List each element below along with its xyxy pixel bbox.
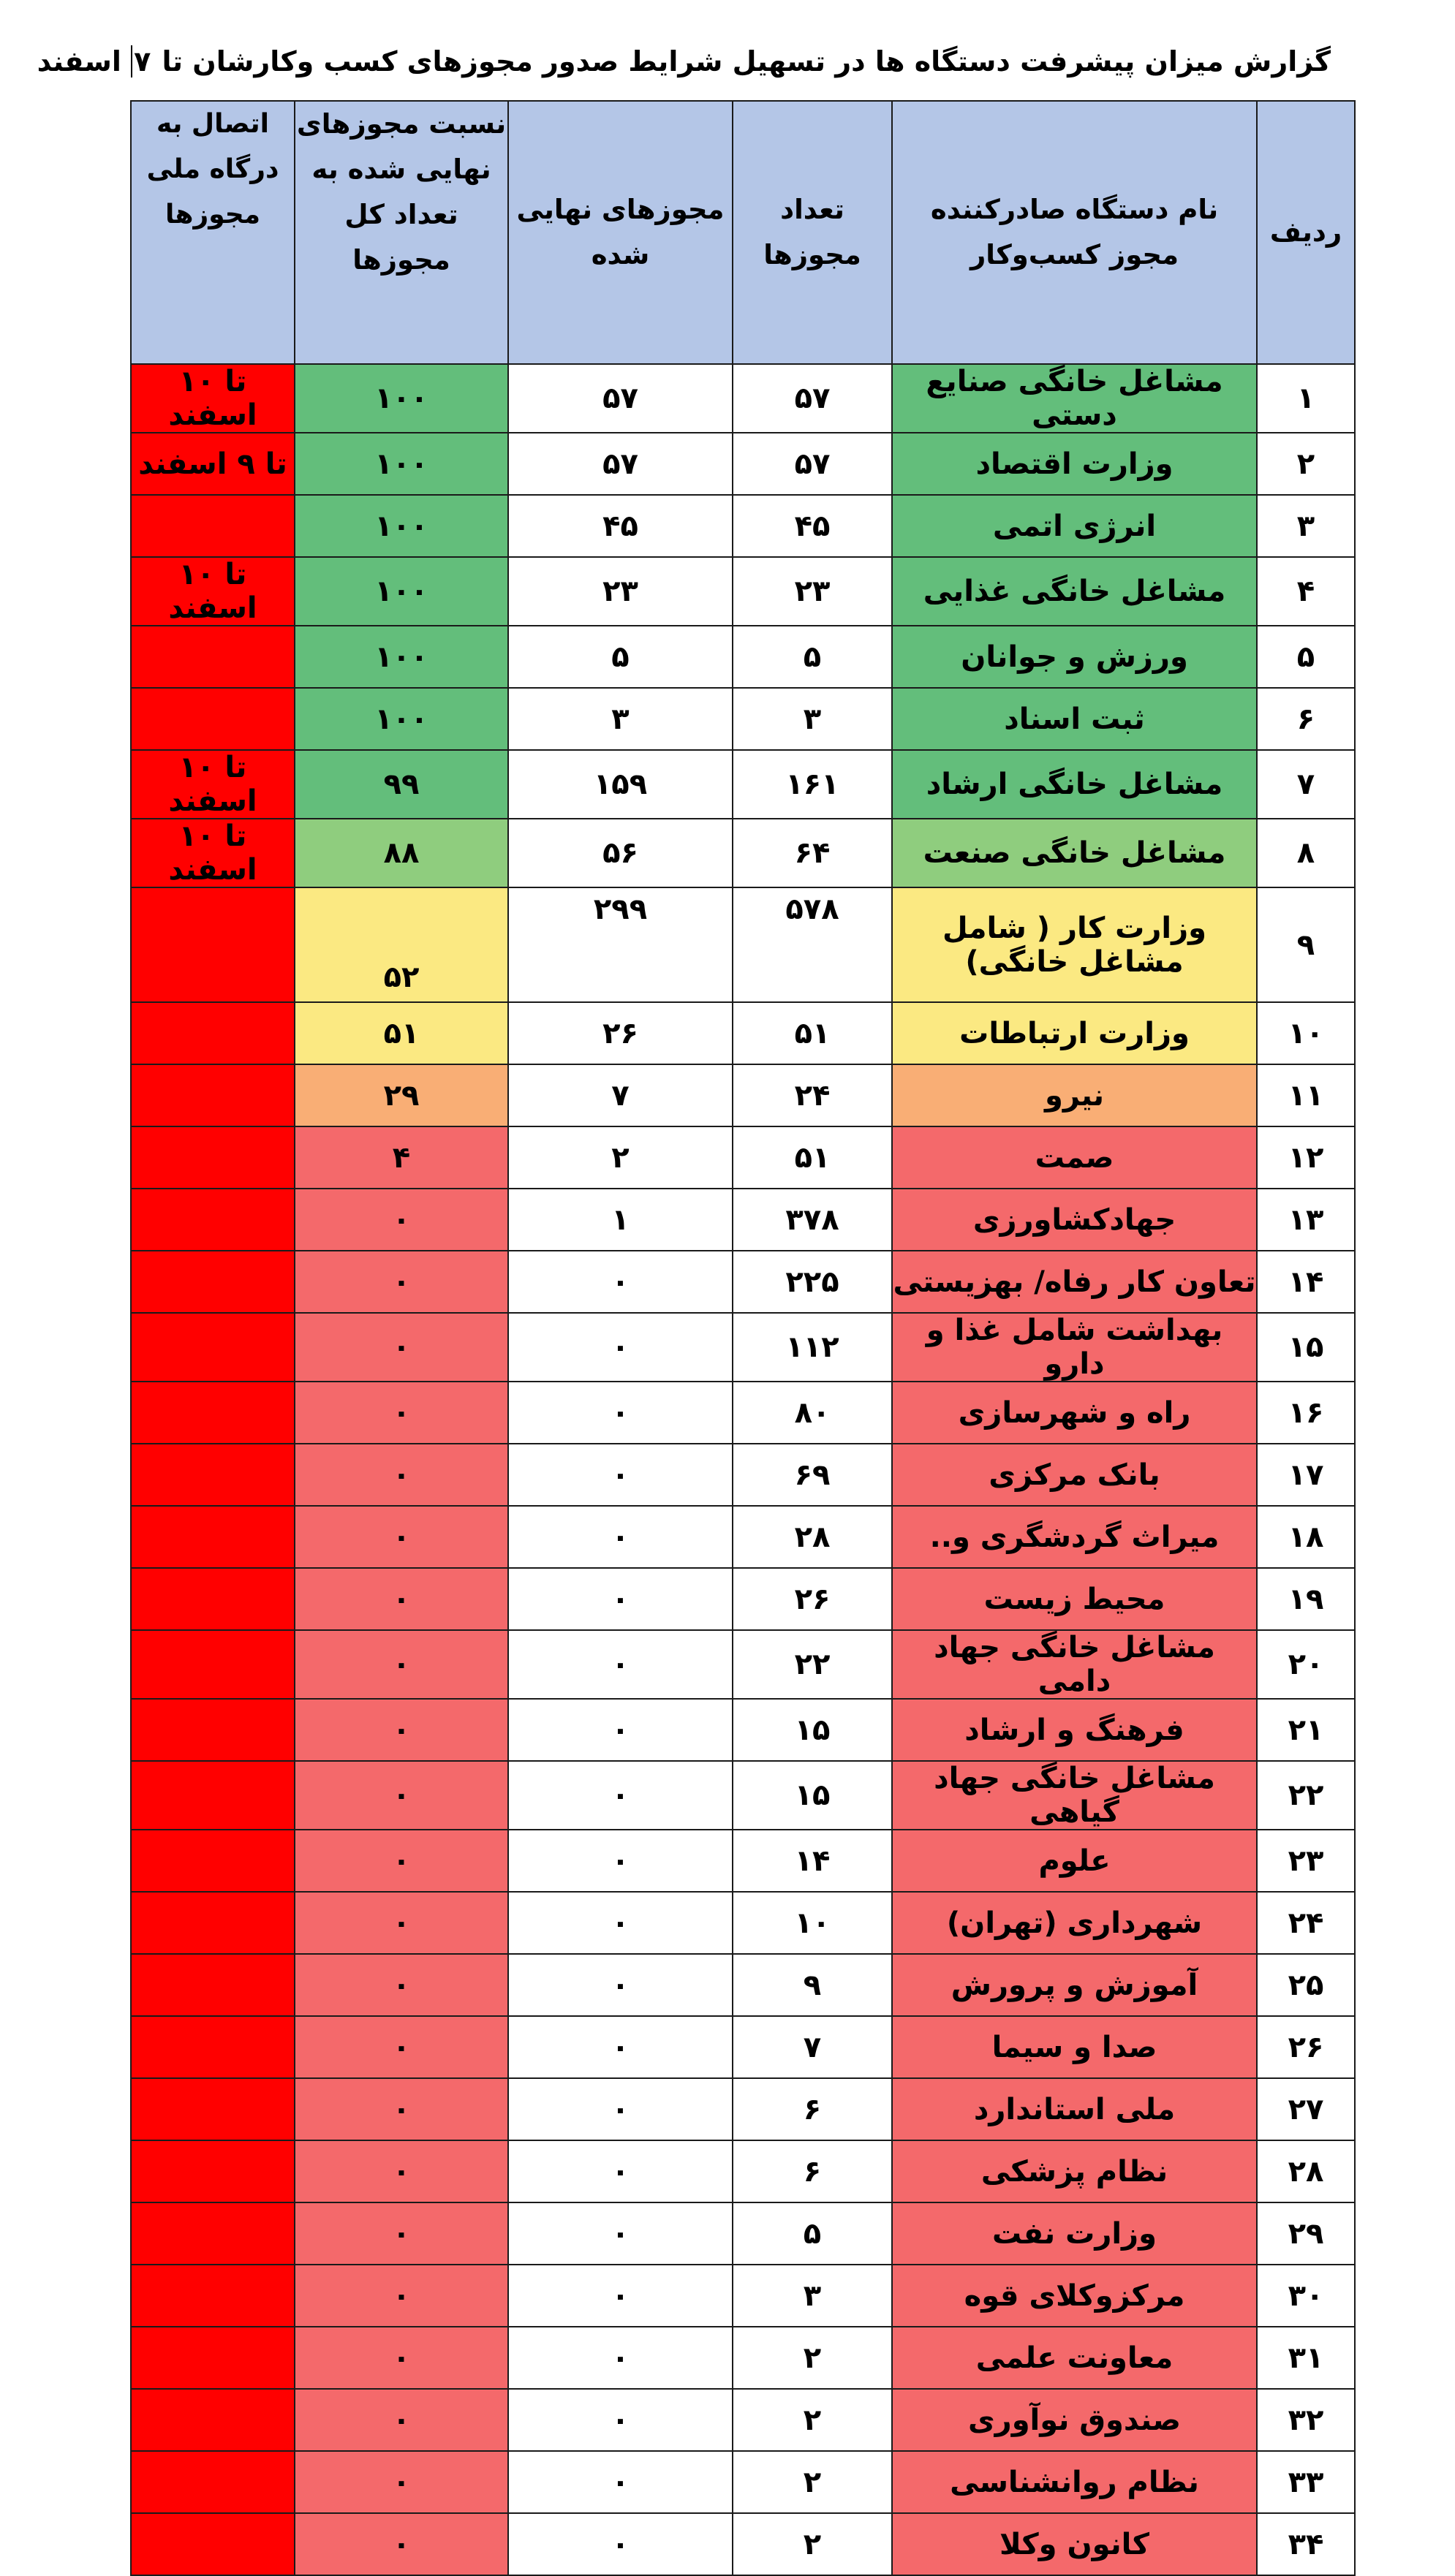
portal-cell	[131, 626, 295, 688]
portal-cell	[131, 1892, 295, 1954]
portal-cell	[131, 1506, 295, 1568]
license-count-cell: ۲۴	[733, 1064, 892, 1126]
table-row	[131, 1830, 1355, 1892]
issuer-name-cell: ثبت اسناد	[892, 688, 1257, 750]
row-number-cell: ۲۰	[1257, 1630, 1355, 1699]
row-number-cell: ۲۹	[1257, 2202, 1355, 2265]
table-row	[131, 1064, 1355, 1126]
table-row	[131, 2140, 1355, 2202]
issuer-name-cell: کانون وکلا	[892, 2513, 1257, 2575]
ratio-cell: ۰	[295, 1506, 508, 1568]
table-row	[131, 1761, 1355, 1830]
table-row	[131, 2016, 1355, 2078]
table-row	[131, 688, 1355, 750]
issuer-name-cell: محیط زیست	[892, 1568, 1257, 1630]
issuer-name-cell: راه و شهرسازی	[892, 1382, 1257, 1444]
license-count-cell: ۲	[733, 2389, 892, 2451]
row-number-cell: ۳۱	[1257, 2327, 1355, 2389]
license-count-cell: ۲۶	[733, 1568, 892, 1630]
issuer-name-cell: صمت	[892, 1126, 1257, 1189]
ratio-cell: ۸۸	[295, 819, 508, 887]
finalized-cell: ۰	[508, 1251, 733, 1313]
ratio-cell: ۱۰۰	[295, 433, 508, 495]
finalized-cell: ۵	[508, 626, 733, 688]
row-number-cell: ۲۳	[1257, 1830, 1355, 1892]
finalized-cell: ۵۶	[508, 819, 733, 887]
finalized-cell: ۱۵۹	[508, 750, 733, 819]
license-count-cell: ۵۷۸	[733, 887, 892, 1002]
row-number-cell: ۱۵	[1257, 1313, 1355, 1382]
issuer-name-cell: نیرو	[892, 1064, 1257, 1126]
finalized-cell: ۱	[508, 1189, 733, 1251]
title-cursor-number: ۷	[131, 45, 152, 77]
finalized-cell: ۰	[508, 2265, 733, 2327]
ratio-cell: ۰	[295, 2016, 508, 2078]
issuer-name-cell: مشاغل خانگی جهاد گیاهی	[892, 1761, 1257, 1830]
row-number-cell: ۶	[1257, 688, 1355, 750]
portal-cell	[131, 1761, 295, 1830]
finalized-cell: ۳	[508, 688, 733, 750]
finalized-cell: ۰	[508, 1444, 733, 1506]
ratio-cell: ۵۲	[295, 887, 508, 1002]
table-row	[131, 1126, 1355, 1189]
ratio-cell: ۹۹	[295, 750, 508, 819]
portal-cell	[131, 2389, 295, 2451]
issuer-name-cell: مشاغل خانگی ارشاد	[892, 750, 1257, 819]
row-number-cell: ۳	[1257, 495, 1355, 557]
row-number-cell: ۲۶	[1257, 2016, 1355, 2078]
finalized-cell: ۵۷	[508, 433, 733, 495]
license-count-cell: ۵	[733, 2202, 892, 2265]
license-count-cell: ۲۲۵	[733, 1251, 892, 1313]
finalized-cell: ۰	[508, 2140, 733, 2202]
license-count-cell: ۱۵	[733, 1761, 892, 1830]
license-count-cell: ۵۷	[733, 364, 892, 433]
table-row	[131, 2451, 1355, 2513]
finalized-cell: ۰	[508, 2451, 733, 2513]
row-number-cell: ۳۰	[1257, 2265, 1355, 2327]
portal-cell	[131, 688, 295, 750]
ratio-cell: ۰	[295, 2513, 508, 2575]
row-number-cell: ۲۴	[1257, 1892, 1355, 1954]
portal-cell	[131, 1444, 295, 1506]
license-count-cell: ۱۴	[733, 1830, 892, 1892]
portal-cell: تا ۱۰ اسفند	[131, 819, 295, 887]
issuer-name-cell: مشاغل خانگی صنعت	[892, 819, 1257, 887]
license-count-cell: ۶۴	[733, 819, 892, 887]
finalized-cell: ۰	[508, 1568, 733, 1630]
table-row	[131, 1382, 1355, 1444]
license-count-cell: ۳	[733, 2265, 892, 2327]
finalized-cell: ۰	[508, 1313, 733, 1382]
issuer-name-cell: وزارت نفت	[892, 2202, 1257, 2265]
portal-cell	[131, 1699, 295, 1761]
table-row	[131, 557, 1355, 626]
table-row	[131, 887, 1355, 1002]
report-table	[130, 100, 1356, 2576]
finalized-cell: ۰	[508, 1761, 733, 1830]
row-number-cell: ۵	[1257, 626, 1355, 688]
portal-cell	[131, 2016, 295, 2078]
portal-cell	[131, 1568, 295, 1630]
license-count-cell: ۳	[733, 688, 892, 750]
issuer-name-cell: آموزش و پرورش	[892, 1954, 1257, 2016]
issuer-name-cell: بانک مرکزی	[892, 1444, 1257, 1506]
ratio-cell: ۰	[295, 2451, 508, 2513]
finalized-cell: ۴۵	[508, 495, 733, 557]
row-number-cell: ۳۳	[1257, 2451, 1355, 2513]
ratio-cell: ۰	[295, 2327, 508, 2389]
portal-cell: تا ۱۰ اسفند	[131, 557, 295, 626]
header-row-number: ردیف	[1257, 101, 1355, 364]
portal-cell	[131, 2202, 295, 2265]
portal-cell	[131, 1126, 295, 1189]
table-row	[131, 2327, 1355, 2389]
ratio-cell: ۰	[295, 1630, 508, 1699]
portal-cell	[131, 495, 295, 557]
portal-cell: تا ۱۰ اسفند	[131, 750, 295, 819]
row-number-cell: ۱۳	[1257, 1189, 1355, 1251]
table-row	[131, 1002, 1355, 1064]
table-row	[131, 626, 1355, 688]
portal-cell	[131, 2265, 295, 2327]
license-count-cell: ۵۱	[733, 1126, 892, 1189]
portal-cell: تا ۹ اسفند	[131, 433, 295, 495]
license-count-cell: ۶۹	[733, 1444, 892, 1506]
issuer-name-cell: مشاغل خانگی صنایع دستی	[892, 364, 1257, 433]
license-count-cell: ۲	[733, 2451, 892, 2513]
ratio-cell: ۱۰۰	[295, 364, 508, 433]
row-number-cell: ۲۲	[1257, 1761, 1355, 1830]
issuer-name-cell: مرکزوکلای قوه	[892, 2265, 1257, 2327]
issuer-name-cell: میراث گردشگری و..	[892, 1506, 1257, 1568]
ratio-cell: ۲۹	[295, 1064, 508, 1126]
ratio-cell: ۰	[295, 1699, 508, 1761]
portal-cell	[131, 1002, 295, 1064]
header-portal-connection: اتصال به درگاه ملی مجوزها	[131, 101, 295, 364]
row-number-cell: ۳۴	[1257, 2513, 1355, 2575]
row-number-cell: ۱۹	[1257, 1568, 1355, 1630]
issuer-name-cell: شهرداری (تهران)	[892, 1892, 1257, 1954]
ratio-cell: ۱۰۰	[295, 688, 508, 750]
ratio-cell: ۰	[295, 1892, 508, 1954]
ratio-cell: ۱۰۰	[295, 495, 508, 557]
license-count-cell: ۴۵	[733, 495, 892, 557]
ratio-cell: ۱۰۰	[295, 626, 508, 688]
finalized-cell: ۵۷	[508, 364, 733, 433]
license-count-cell: ۶	[733, 2078, 892, 2140]
row-number-cell: ۱۷	[1257, 1444, 1355, 1506]
portal-cell	[131, 1630, 295, 1699]
header-finalized: مجوزهای نهایی شده	[508, 101, 733, 364]
header-issuer-name: نام دستگاه صادرکننده مجوز کسب‌وکار	[892, 101, 1257, 364]
finalized-cell: ۰	[508, 2202, 733, 2265]
issuer-name-cell: صندوق نوآوری	[892, 2389, 1257, 2451]
finalized-cell: ۲۹۹	[508, 887, 733, 1002]
ratio-cell: ۰	[295, 1830, 508, 1892]
issuer-name-cell: وزارت ارتباطات	[892, 1002, 1257, 1064]
ratio-cell: ۰	[295, 2202, 508, 2265]
finalized-cell: ۰	[508, 2327, 733, 2389]
portal-cell	[131, 1830, 295, 1892]
table-row	[131, 433, 1355, 495]
issuer-name-cell: معاونت علمی	[892, 2327, 1257, 2389]
table-row	[131, 1630, 1355, 1699]
portal-cell	[131, 1189, 295, 1251]
finalized-cell: ۰	[508, 1699, 733, 1761]
table-row	[131, 1954, 1355, 2016]
issuer-name-cell: صدا و سیما	[892, 2016, 1257, 2078]
finalized-cell: ۰	[508, 1892, 733, 1954]
row-number-cell: ۲	[1257, 433, 1355, 495]
row-number-cell: ۱	[1257, 364, 1355, 433]
table-row	[131, 495, 1355, 557]
table-row	[131, 1506, 1355, 1568]
ratio-cell: ۰	[295, 1313, 508, 1382]
ratio-cell: ۰	[295, 2389, 508, 2451]
ratio-cell: ۴	[295, 1126, 508, 1189]
license-count-cell: ۵۱	[733, 1002, 892, 1064]
row-number-cell: ۱۰	[1257, 1002, 1355, 1064]
issuer-name-cell: ورزش و جوانان	[892, 626, 1257, 688]
portal-cell: تا ۱۰ اسفند	[131, 364, 295, 433]
ratio-cell: ۰	[295, 1189, 508, 1251]
table-row	[131, 364, 1355, 433]
row-number-cell: ۱۲	[1257, 1126, 1355, 1189]
table-row	[131, 2202, 1355, 2265]
finalized-cell: ۲۳	[508, 557, 733, 626]
page-title	[37, 45, 1331, 77]
table-row	[131, 1699, 1355, 1761]
title-prefix: گزارش میزان پیشرفت دستگاه ها در تسهیل شرایط صدور مجوزهای کسب وکارشان تا	[162, 45, 1331, 77]
portal-cell	[131, 1313, 295, 1382]
license-count-cell: ۲۳	[733, 557, 892, 626]
row-number-cell: ۱۴	[1257, 1251, 1355, 1313]
finalized-cell: ۰	[508, 1630, 733, 1699]
license-count-cell: ۲	[733, 2327, 892, 2389]
table-row	[131, 2389, 1355, 2451]
table-row	[131, 2265, 1355, 2327]
portal-cell	[131, 2451, 295, 2513]
row-number-cell: ۱۱	[1257, 1064, 1355, 1126]
portal-cell	[131, 1064, 295, 1126]
portal-cell	[131, 1251, 295, 1313]
ratio-cell: ۵۱	[295, 1002, 508, 1064]
finalized-cell: ۰	[508, 2016, 733, 2078]
issuer-name-cell: وزارت اقتصاد	[892, 433, 1257, 495]
table-row	[131, 1251, 1355, 1313]
portal-cell	[131, 1954, 295, 2016]
finalized-cell: ۰	[508, 1830, 733, 1892]
header-license-count: تعداد مجوزها	[733, 101, 892, 364]
portal-cell	[131, 2327, 295, 2389]
finalized-cell: ۰	[508, 1954, 733, 2016]
issuer-name-cell: ملی استاندارد	[892, 2078, 1257, 2140]
ratio-cell: ۰	[295, 1568, 508, 1630]
row-number-cell: ۹	[1257, 887, 1355, 1002]
row-number-cell: ۳۲	[1257, 2389, 1355, 2451]
ratio-cell: ۱۰۰	[295, 557, 508, 626]
table-row	[131, 2078, 1355, 2140]
table-row	[131, 1189, 1355, 1251]
license-count-cell: ۱۵	[733, 1699, 892, 1761]
row-number-cell: ۱۶	[1257, 1382, 1355, 1444]
table-row	[131, 1444, 1355, 1506]
finalized-cell: ۰	[508, 2078, 733, 2140]
table-row	[131, 750, 1355, 819]
portal-cell	[131, 2078, 295, 2140]
finalized-cell: ۰	[508, 1382, 733, 1444]
ratio-cell: ۰	[295, 1954, 508, 2016]
license-count-cell: ۶	[733, 2140, 892, 2202]
issuer-name-cell: نظام روانشناسی	[892, 2451, 1257, 2513]
ratio-cell: ۰	[295, 1761, 508, 1830]
ratio-cell: ۰	[295, 1251, 508, 1313]
issuer-name-cell: فرهنگ و ارشاد	[892, 1699, 1257, 1761]
finalized-cell: ۲	[508, 1126, 733, 1189]
table-row	[131, 2513, 1355, 2575]
row-number-cell: ۲۵	[1257, 1954, 1355, 2016]
table-row	[131, 819, 1355, 887]
license-count-cell: ۳۷۸	[733, 1189, 892, 1251]
issuer-name-cell: جهادکشاورزی	[892, 1189, 1257, 1251]
finalized-cell: ۰	[508, 2513, 733, 2575]
table-row	[131, 1313, 1355, 1382]
license-count-cell: ۵۷	[733, 433, 892, 495]
license-count-cell: ۲۸	[733, 1506, 892, 1568]
row-number-cell: ۱۸	[1257, 1506, 1355, 1568]
license-count-cell: ۵	[733, 626, 892, 688]
portal-cell	[131, 1382, 295, 1444]
row-number-cell: ۴	[1257, 557, 1355, 626]
table-row	[131, 1568, 1355, 1630]
ratio-cell: ۰	[295, 2140, 508, 2202]
header-ratio: نسبت مجوزهای نهایی شده به تعداد کل مجوزها	[295, 101, 508, 364]
finalized-cell: ۲۶	[508, 1002, 733, 1064]
issuer-name-cell: مشاغل خانگی غذایی	[892, 557, 1257, 626]
table-row	[131, 1892, 1355, 1954]
finalized-cell: ۰	[508, 2389, 733, 2451]
ratio-cell: ۰	[295, 2265, 508, 2327]
license-count-cell: ۱۶۱	[733, 750, 892, 819]
row-number-cell: ۲۷	[1257, 2078, 1355, 2140]
issuer-name-cell: وزارت کار ( شامل مشاغل خانگی)	[892, 887, 1257, 1002]
row-number-cell: ۲۱	[1257, 1699, 1355, 1761]
license-count-cell: ۲	[733, 2513, 892, 2575]
portal-cell	[131, 2513, 295, 2575]
portal-cell	[131, 887, 295, 1002]
issuer-name-cell: انرژی اتمی	[892, 495, 1257, 557]
row-number-cell: ۲۸	[1257, 2140, 1355, 2202]
license-count-cell: ۹	[733, 1954, 892, 2016]
header-row	[131, 101, 1355, 364]
issuer-name-cell: علوم	[892, 1830, 1257, 1892]
row-number-cell: ۸	[1257, 819, 1355, 887]
ratio-cell: ۰	[295, 1444, 508, 1506]
ratio-cell: ۰	[295, 2078, 508, 2140]
row-number-cell: ۷	[1257, 750, 1355, 819]
license-count-cell: ۲۲	[733, 1630, 892, 1699]
issuer-name-cell: بهداشت شامل غذا و دارو	[892, 1313, 1257, 1382]
issuer-name-cell: تعاون کار رفاه/ بهزیستی	[892, 1251, 1257, 1313]
license-count-cell: ۷	[733, 2016, 892, 2078]
license-count-cell: ۱۱۲	[733, 1313, 892, 1382]
issuer-name-cell: مشاغل خانگی جهاد دامی	[892, 1630, 1257, 1699]
ratio-cell: ۰	[295, 1382, 508, 1444]
title-suffix: اسفند	[37, 45, 121, 77]
finalized-cell: ۷	[508, 1064, 733, 1126]
license-count-cell: ۱۰	[733, 1892, 892, 1954]
issuer-name-cell: نظام پزشکی	[892, 2140, 1257, 2202]
portal-cell	[131, 2140, 295, 2202]
license-count-cell: ۸۰	[733, 1382, 892, 1444]
finalized-cell: ۰	[508, 1506, 733, 1568]
